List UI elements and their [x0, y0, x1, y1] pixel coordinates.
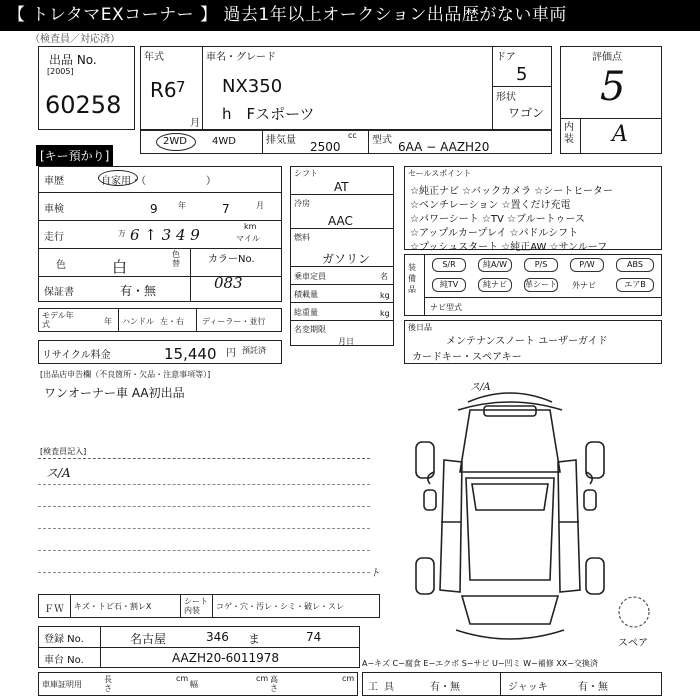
- color-value: 白: [112, 258, 128, 276]
- recycle-deposit: 預託済: [242, 346, 266, 355]
- chassis-type-value: 6AA − AAZH20: [398, 140, 490, 154]
- interior-value: A: [612, 122, 628, 147]
- body-type-label: 形状: [496, 92, 516, 103]
- selling-point-line: ☆純正ナビ ☆バックカメラ ☆シートヒーター: [410, 186, 613, 197]
- key-badge: [キー預かり]: [36, 145, 113, 166]
- cm-unit: cm: [176, 674, 189, 683]
- recycle-unit: 円: [226, 348, 236, 359]
- color-changed-label: 色替: [172, 250, 180, 268]
- mileage-value: 6 ↑ 3 4 9: [130, 226, 200, 244]
- equip-abs: ABS: [616, 258, 654, 272]
- equip-pw: P/W: [570, 258, 604, 272]
- year-month-unit: 月: [190, 118, 200, 129]
- warranty-value: 有・無: [120, 284, 157, 298]
- chassis-no-label: 車台 No.: [44, 655, 84, 666]
- spec-row: [140, 130, 552, 154]
- selling-point-line: ☆アップルカープレイ ☆パドルシフト: [410, 228, 579, 239]
- doors-label: ドア: [496, 52, 516, 63]
- handle-value: 左・右: [160, 317, 184, 326]
- ac-label: 冷房: [294, 199, 310, 208]
- registration-label: 登録 No.: [44, 634, 84, 645]
- jack-value: 有・無: [578, 682, 608, 693]
- chassis-no-value: AAZH20-6011978: [172, 651, 280, 665]
- damage-legend: A−キズ C−腐食 E−エクボ S−サビ U−凹ミ W−補修 XX−交換済: [362, 659, 598, 668]
- model-grade: h Fスポーツ: [222, 105, 315, 123]
- load-unit: kg: [380, 291, 390, 300]
- registration-kana: ま: [248, 632, 261, 646]
- diagram-rear-mark: ト: [370, 568, 380, 579]
- inspector-note: ス/A: [46, 466, 71, 480]
- inspection-month: 7: [222, 202, 230, 216]
- selling-point-line: ☆パワーシート ☆TV ☆ブルートゥース: [410, 214, 585, 225]
- selling-point-line: ☆ベンチレーション ☆置くだけ充電: [410, 200, 571, 211]
- mileage-man: 万: [118, 229, 126, 238]
- name-change-label: 名変期限: [294, 325, 326, 334]
- selling-point-line: ☆プッシュスタート ☆純正AW ☆サンルーフ: [410, 242, 608, 253]
- jack-label: ジャッキ: [508, 682, 548, 693]
- inspection-label: 車検: [44, 204, 64, 215]
- model-label: 車名・グレード: [206, 52, 276, 63]
- cert-label: 車庫証明用: [42, 680, 82, 689]
- lot-number: 60258: [45, 91, 122, 119]
- displacement-value: 2500: [310, 140, 341, 154]
- lot-box: [38, 46, 135, 130]
- inspection-year-unit: 年: [178, 201, 186, 210]
- inspection-month-unit: 月: [256, 201, 264, 210]
- ac-value: AAC: [328, 214, 353, 228]
- inspection-year: 9: [150, 202, 158, 216]
- registration-area: 名古屋: [130, 632, 167, 646]
- history-value: 自家用・（ ）: [101, 176, 216, 187]
- equip-airbag: エアB: [616, 278, 654, 292]
- dim-length: 長さ: [104, 675, 112, 693]
- selling-points-label: セールスポイント: [408, 169, 472, 178]
- equip-sunroof: S/R: [432, 258, 466, 272]
- car-damage-diagram: [400, 380, 670, 660]
- dealer-value: ディーラー・並行: [202, 317, 266, 326]
- docs-line1: メンテナンスノート ユーザーガイド: [446, 336, 608, 347]
- handle-label: ハンドル: [122, 317, 154, 326]
- score-label: 評価点: [592, 52, 622, 63]
- docs-label: 後日品: [408, 323, 432, 332]
- shift-label: シフト: [294, 169, 318, 178]
- equip-tv: 純TV: [432, 278, 466, 292]
- cm-unit: cm: [256, 674, 269, 683]
- mileage-unit-mile: マイル: [236, 234, 260, 243]
- lot-label: 出品 No.: [49, 53, 97, 67]
- model-year-unit: 年: [104, 317, 112, 326]
- equip-ps: P/S: [524, 258, 558, 272]
- drive-4wd: 4WD: [212, 136, 236, 147]
- fw-text1: キズ・トビ石・割レX: [74, 602, 152, 611]
- inspector-label: [検査員記入]: [40, 447, 87, 456]
- equip-leather: 革シート: [524, 278, 558, 292]
- cm-unit: cm: [342, 674, 355, 683]
- docs-line2: カードキー・スペアキー: [412, 352, 522, 363]
- name-change-unit: 月日: [338, 337, 354, 346]
- spare-label: スペア: [618, 638, 648, 649]
- interior-label: 内装: [564, 122, 574, 145]
- chassis-type-label: 型式: [372, 135, 392, 146]
- model-year-label: モデル年式: [42, 311, 74, 329]
- dim-width: 幅: [190, 680, 198, 689]
- equip-navi: 純ナビ: [478, 278, 512, 292]
- fw-text2: コゲ・穴・汚レ・シミ・破レ・スレ: [216, 602, 344, 611]
- shift-value: AT: [334, 180, 349, 194]
- fw-label: ＦＷ: [44, 604, 64, 615]
- bottom-row: [38, 672, 358, 696]
- remarks-text: ワンオーナー車 AA初出品: [44, 386, 185, 400]
- remarks-label: [出品店申告欄（不良箇所・欠品・注意事項等）]: [40, 370, 211, 379]
- registration-class: 346: [206, 630, 229, 644]
- year-label: 年式: [144, 52, 164, 63]
- header-fragment: （検査員／対応済）: [30, 34, 120, 45]
- navi-type-label: ナビ型式: [430, 303, 462, 312]
- lot-sub: [2005]: [47, 67, 74, 76]
- equip-ext-navi: 外ナビ: [572, 281, 596, 290]
- load-label: 積載量: [294, 290, 318, 299]
- model-name: NX350: [222, 76, 283, 97]
- warranty-label: 保証書: [44, 287, 74, 298]
- score-value: 5: [600, 64, 626, 110]
- fuel-value: ガソリン: [322, 252, 371, 266]
- weight-unit: kg: [380, 309, 390, 318]
- dim-height: 高さ: [270, 675, 278, 693]
- mileage-unit-km: km: [244, 222, 257, 231]
- weight-label: 総重量: [294, 308, 318, 317]
- registration-number: 74: [306, 630, 322, 644]
- mileage-label: 走行: [44, 232, 64, 243]
- history-label: 車歴: [44, 176, 64, 187]
- seat-label: シート内装: [184, 597, 208, 615]
- drive-2wd: 2WD: [163, 136, 187, 147]
- color-code-label: カラーNo.: [208, 254, 255, 265]
- capacity-unit: 名: [380, 272, 388, 281]
- recycle-label: リサイクル料金: [42, 350, 111, 361]
- year-month: 7: [176, 78, 186, 96]
- banner-title: 【 トレタマEXコーナー 】 過去1年以上オークション出品歴がない車両: [0, 0, 700, 31]
- fuel-label: 燃料: [294, 233, 310, 242]
- color-label: 色: [56, 260, 66, 271]
- color-code: 083: [214, 274, 243, 292]
- capacity-label: 乗車定員: [294, 272, 326, 281]
- recycle-value: 15,440: [164, 345, 217, 363]
- tools-value: 有・無: [430, 682, 460, 693]
- equip-alloy: 純A/W: [478, 258, 512, 272]
- displacement-unit: cc: [348, 131, 357, 140]
- doors-value: 5: [516, 64, 528, 85]
- tools-label: 工具: [368, 682, 400, 693]
- year-era: R6: [150, 78, 177, 102]
- equipment-label: 装備品: [408, 263, 416, 294]
- body-type-value: ワゴン: [508, 106, 545, 120]
- diagram-top-note: ス/A: [470, 382, 491, 393]
- displacement-label: 排気量: [266, 135, 296, 146]
